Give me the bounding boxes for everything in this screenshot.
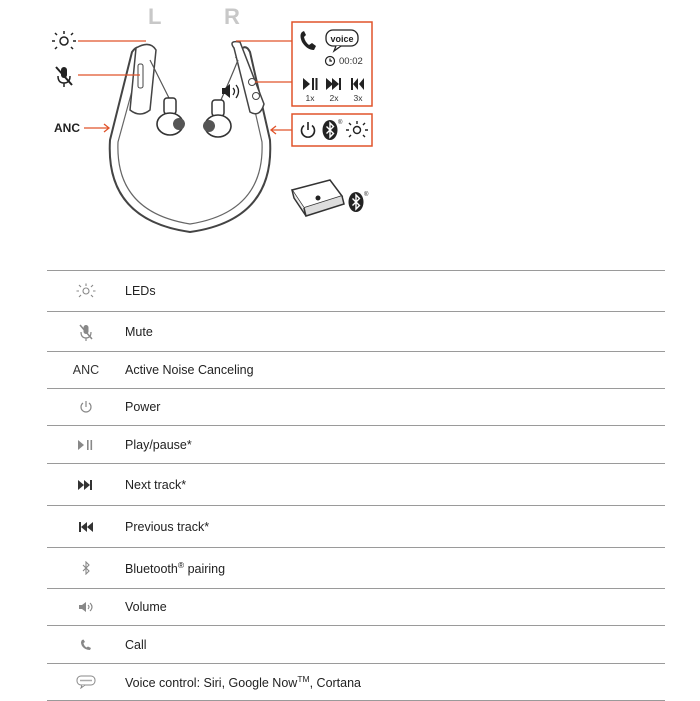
legend-label: Call (125, 637, 147, 652)
legend-row-bluetooth (47, 547, 665, 588)
next-track-icon (47, 479, 125, 491)
mute-icon (47, 323, 125, 341)
voice-icon (47, 675, 125, 689)
right-label: R (224, 4, 240, 29)
legend-row-play-pause (47, 425, 665, 463)
press-count-3: 3x (353, 93, 363, 103)
usb-adapter (292, 180, 344, 216)
bluetooth-adapter-icon (349, 192, 364, 212)
timer-text: 00:02 (339, 56, 363, 67)
legend-label: Next track* (125, 477, 187, 492)
legend-label: Previous track* (125, 519, 210, 534)
bluetooth-registered-mark: ® (338, 120, 343, 126)
bluetooth-icon (47, 561, 125, 575)
legend-row-volume (47, 588, 665, 625)
neckband (110, 42, 271, 232)
volume-callout-icon (222, 84, 239, 98)
call-icon (47, 639, 125, 651)
legend-row-power (47, 388, 665, 425)
left-label: L (148, 4, 162, 29)
bluetooth-adapter-mark: ® (364, 192, 369, 198)
legend-label: Volume (125, 600, 167, 614)
legend-row-voice (47, 663, 665, 701)
previous-track-icon (47, 521, 125, 533)
legend-label: Active Noise Canceling (125, 363, 254, 377)
legend-label: Bluetooth® pairing (125, 559, 226, 577)
legend-label: Play/pause* (125, 437, 192, 452)
headset-diagram (0, 0, 700, 260)
mute-callout-icon (56, 67, 72, 87)
legend-row-anc (47, 351, 665, 388)
anc-callout-label: ANC (54, 121, 80, 135)
right-earbud (203, 100, 231, 137)
led-icon (47, 283, 125, 299)
legend-row-next-track (47, 463, 665, 505)
legend-row-previous-track (47, 505, 665, 547)
legend-label: Voice control: Siri, Google Now™, Cortana (125, 673, 362, 691)
legend-label: Mute (125, 324, 153, 339)
legend-row-leds (47, 270, 665, 311)
press-count-1: 1x (305, 93, 315, 103)
legend-label: LEDs (125, 284, 156, 298)
legend-row-mute (47, 311, 665, 351)
svg-text:voice: voice (330, 34, 354, 44)
led-callout-icon (52, 31, 76, 49)
legend-label: Power (125, 400, 161, 414)
anc-text: ANC (72, 363, 100, 377)
volume-icon (47, 601, 125, 613)
legend-row-call (47, 625, 665, 663)
power-icon (47, 400, 125, 414)
play-pause-icon (47, 439, 125, 451)
press-count-2: 2x (329, 93, 339, 103)
legend-table (47, 270, 665, 701)
left-earbud (157, 98, 185, 135)
bluetooth-callout-icon (323, 120, 338, 140)
